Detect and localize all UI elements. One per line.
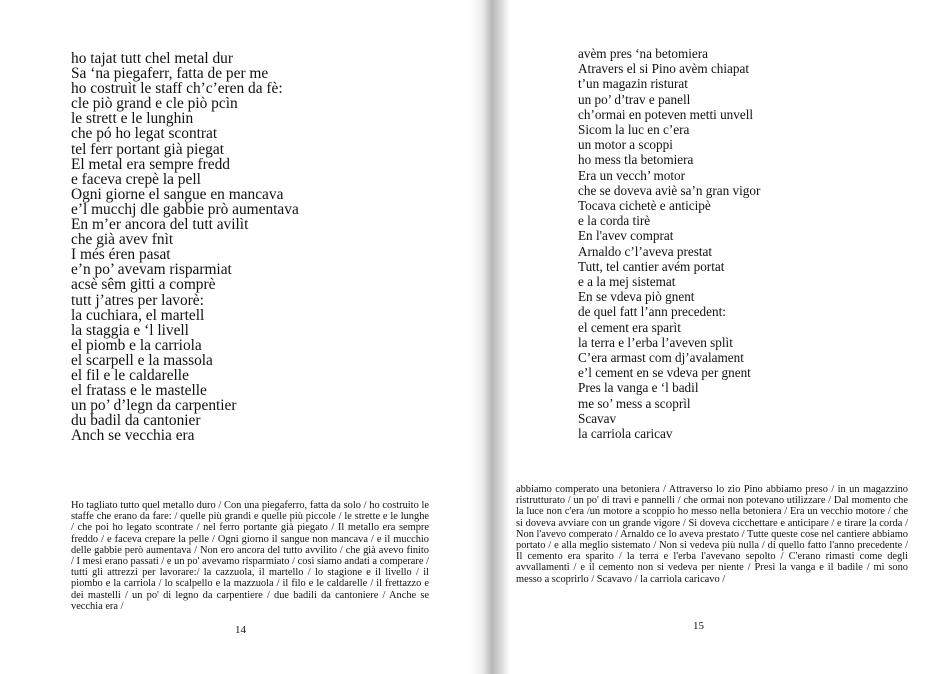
poem-line: cle piò grand e cle piò pcìn bbox=[71, 95, 238, 113]
poem-line: Arnaldo c’l’aveva prestat bbox=[578, 243, 713, 259]
poem-line: che se doveva aviè sa’n gran vigor bbox=[578, 182, 761, 198]
poem-line: un po’ d’legn da carpentier bbox=[71, 397, 237, 415]
poem-line: ho mess tla betomiera bbox=[578, 152, 694, 168]
translation-italian-left: Ho tagliato tutto quel metallo duro / Con una piegaferro, fatta da solo / ho costruito le staffe che erano da fare: / quelle più grandi e quelle più piccole / le strette e le lunghe / che poi ho legato scontrate / nel ferro portante già piegato / Il metallo era sempre freddo / e faceva crepare la pelle / Ogni giorno il sangue non mancava / e il mucchio delle gabbie però aumentava / Non ero ancora del tutto avvilito / che già avevo finito / I mesi erano passati / e un po' avevamo risparmiato / così siamo andati a comperare / tutti gli attrezzi per lavorare:/ la cazzuola, il martello / lo stagione e il livello / il piombo e la carriola / lo scalpello e la mazzuola / il filo e le caldarelle / il frettazzo e dei mastelli / un po' di legno da carpentiere / due badili da cantoniere / Anche se vecchia era / bbox=[71, 500, 429, 612]
page-number-left: 14 bbox=[235, 624, 246, 636]
poem-line: e’l mucchj dle gabbie prò aumentava bbox=[71, 200, 299, 218]
poem-line: ho tajat tutt chel metal dur bbox=[71, 50, 233, 67]
poem-line: e a la mej sistemat bbox=[578, 274, 676, 290]
poem-line: le strett e le lunghin bbox=[71, 110, 194, 128]
poem-line: e la corda tirè bbox=[578, 213, 651, 229]
poem-line: ch’ormai en poteven metti unvell bbox=[578, 106, 754, 122]
poem-line: du badil da cantonier bbox=[71, 412, 201, 430]
poem-line: I més éren pasat bbox=[71, 246, 171, 264]
poem-line: Atravers el si Pino avèm chiapat bbox=[578, 61, 750, 77]
poem-line: El metal era sempre fredd bbox=[71, 155, 230, 173]
poem-line: un motor a scoppi bbox=[578, 137, 673, 153]
poem-line: t’un magazin risturat bbox=[578, 76, 688, 92]
poem-line: el piomb e la carriola bbox=[71, 336, 202, 354]
poem-dialect-right bbox=[578, 46, 760, 441]
poem-line: Anch se vecchia era bbox=[71, 427, 195, 445]
poem-line: Sa ‘na piegaferr, fatta de per me bbox=[71, 65, 269, 83]
poem-line: tel ferr portant già piegat bbox=[71, 140, 224, 158]
poem-line: acsè sêm gitti a comprè bbox=[71, 276, 216, 294]
poem-line: la cuchiara, el martell bbox=[71, 306, 205, 324]
poem-line: Tutt, tel cantier avém portat bbox=[578, 258, 725, 274]
poem-line: ho costruìt le staff ch’c’eren da fè: bbox=[71, 80, 283, 98]
poem-line: la terra e l’erba l’aveven splìt bbox=[578, 334, 733, 350]
poem-line: me so’ mess a scoprìl bbox=[578, 395, 691, 411]
poem-line: che pó ho legat scontrat bbox=[71, 125, 218, 143]
poem-line: el fratass e le mastelle bbox=[71, 382, 207, 400]
right-page bbox=[488, 0, 944, 674]
translation-italian-right: abbiamo comperato una betoniera / Attraverso lo zio Pino abbiamo preso / in un magazzino ristrutturato / un po' di travi e pannelli / che ormai non potevano utilizzare / Dal momento che la luce non c'era /un motore a scoppio ho messo nella betoniera / Era un vecchio motore / che si doveva avviare con un grande vigore / Si doveva cicchettare e anticipare / e tirare la corda / Non l'avevo comperato / Arnaldo ce lo aveva prestato / Tutte queste cose nel cantiere abbiamo portato / e alla meglio sistemato / Non si vedeva più nulla / di quello fatto l'anno precedente / Il cemento era sparito / la terra e l'erba l'avevano sepolto / C'erano rimasti come degli avvallamenti / e il cemento non si vedeva per niente / Presi la vanga e il badile / mi sono messo a scoprirlo / Scavavo / la carriola caricavo / bbox=[516, 484, 908, 585]
poem-line: la carriola caricav bbox=[578, 426, 673, 442]
poem-line: de quel fatt l’ann precedent: bbox=[578, 304, 726, 320]
poem-line: En m’er ancora del tutt avilìt bbox=[71, 216, 249, 234]
poem-line: Scavav bbox=[578, 410, 617, 426]
poem-line: che già avev fnìt bbox=[71, 231, 174, 249]
poem-line: En l'avev comprat bbox=[578, 228, 674, 244]
poem-line: e faceva crepè la pell bbox=[71, 170, 201, 188]
poem-line: avèm pres ‘na betomiera bbox=[578, 46, 708, 61]
poem-line: el fil e le caldarelle bbox=[71, 366, 189, 384]
poem-line: Sicom la luc en c’era bbox=[578, 122, 690, 138]
poem-line: la staggia e ‘l livell bbox=[71, 321, 189, 339]
poem-line: el cement era sparìt bbox=[578, 319, 681, 335]
page-number-right: 15 bbox=[693, 620, 704, 632]
poem-line: C’era armast com dj’avalament bbox=[578, 350, 744, 366]
poem-dialect-left bbox=[71, 51, 299, 443]
book-spine-shadow bbox=[470, 0, 510, 674]
poem-line: un po’ d’trav e panell bbox=[578, 91, 691, 107]
poem-line: Era un vecch’ motor bbox=[578, 167, 686, 183]
poem-line: Tocava cichetè e anticipè bbox=[578, 198, 711, 214]
poem-line: e’l cement en se vdeva per gnent bbox=[578, 365, 751, 381]
poem-line: En se vdeva piò gnent bbox=[578, 289, 695, 305]
poem-line: e’n po’ avevam risparmiat bbox=[71, 261, 232, 279]
poem-line: Pres la vanga e ‘l badil bbox=[578, 380, 699, 396]
poem-line: el scarpell e la massola bbox=[71, 351, 213, 369]
poem-line: Ogni giorne el sangue en mancava bbox=[71, 185, 284, 203]
poem-line: tutt j’atres per lavorè: bbox=[71, 291, 204, 309]
